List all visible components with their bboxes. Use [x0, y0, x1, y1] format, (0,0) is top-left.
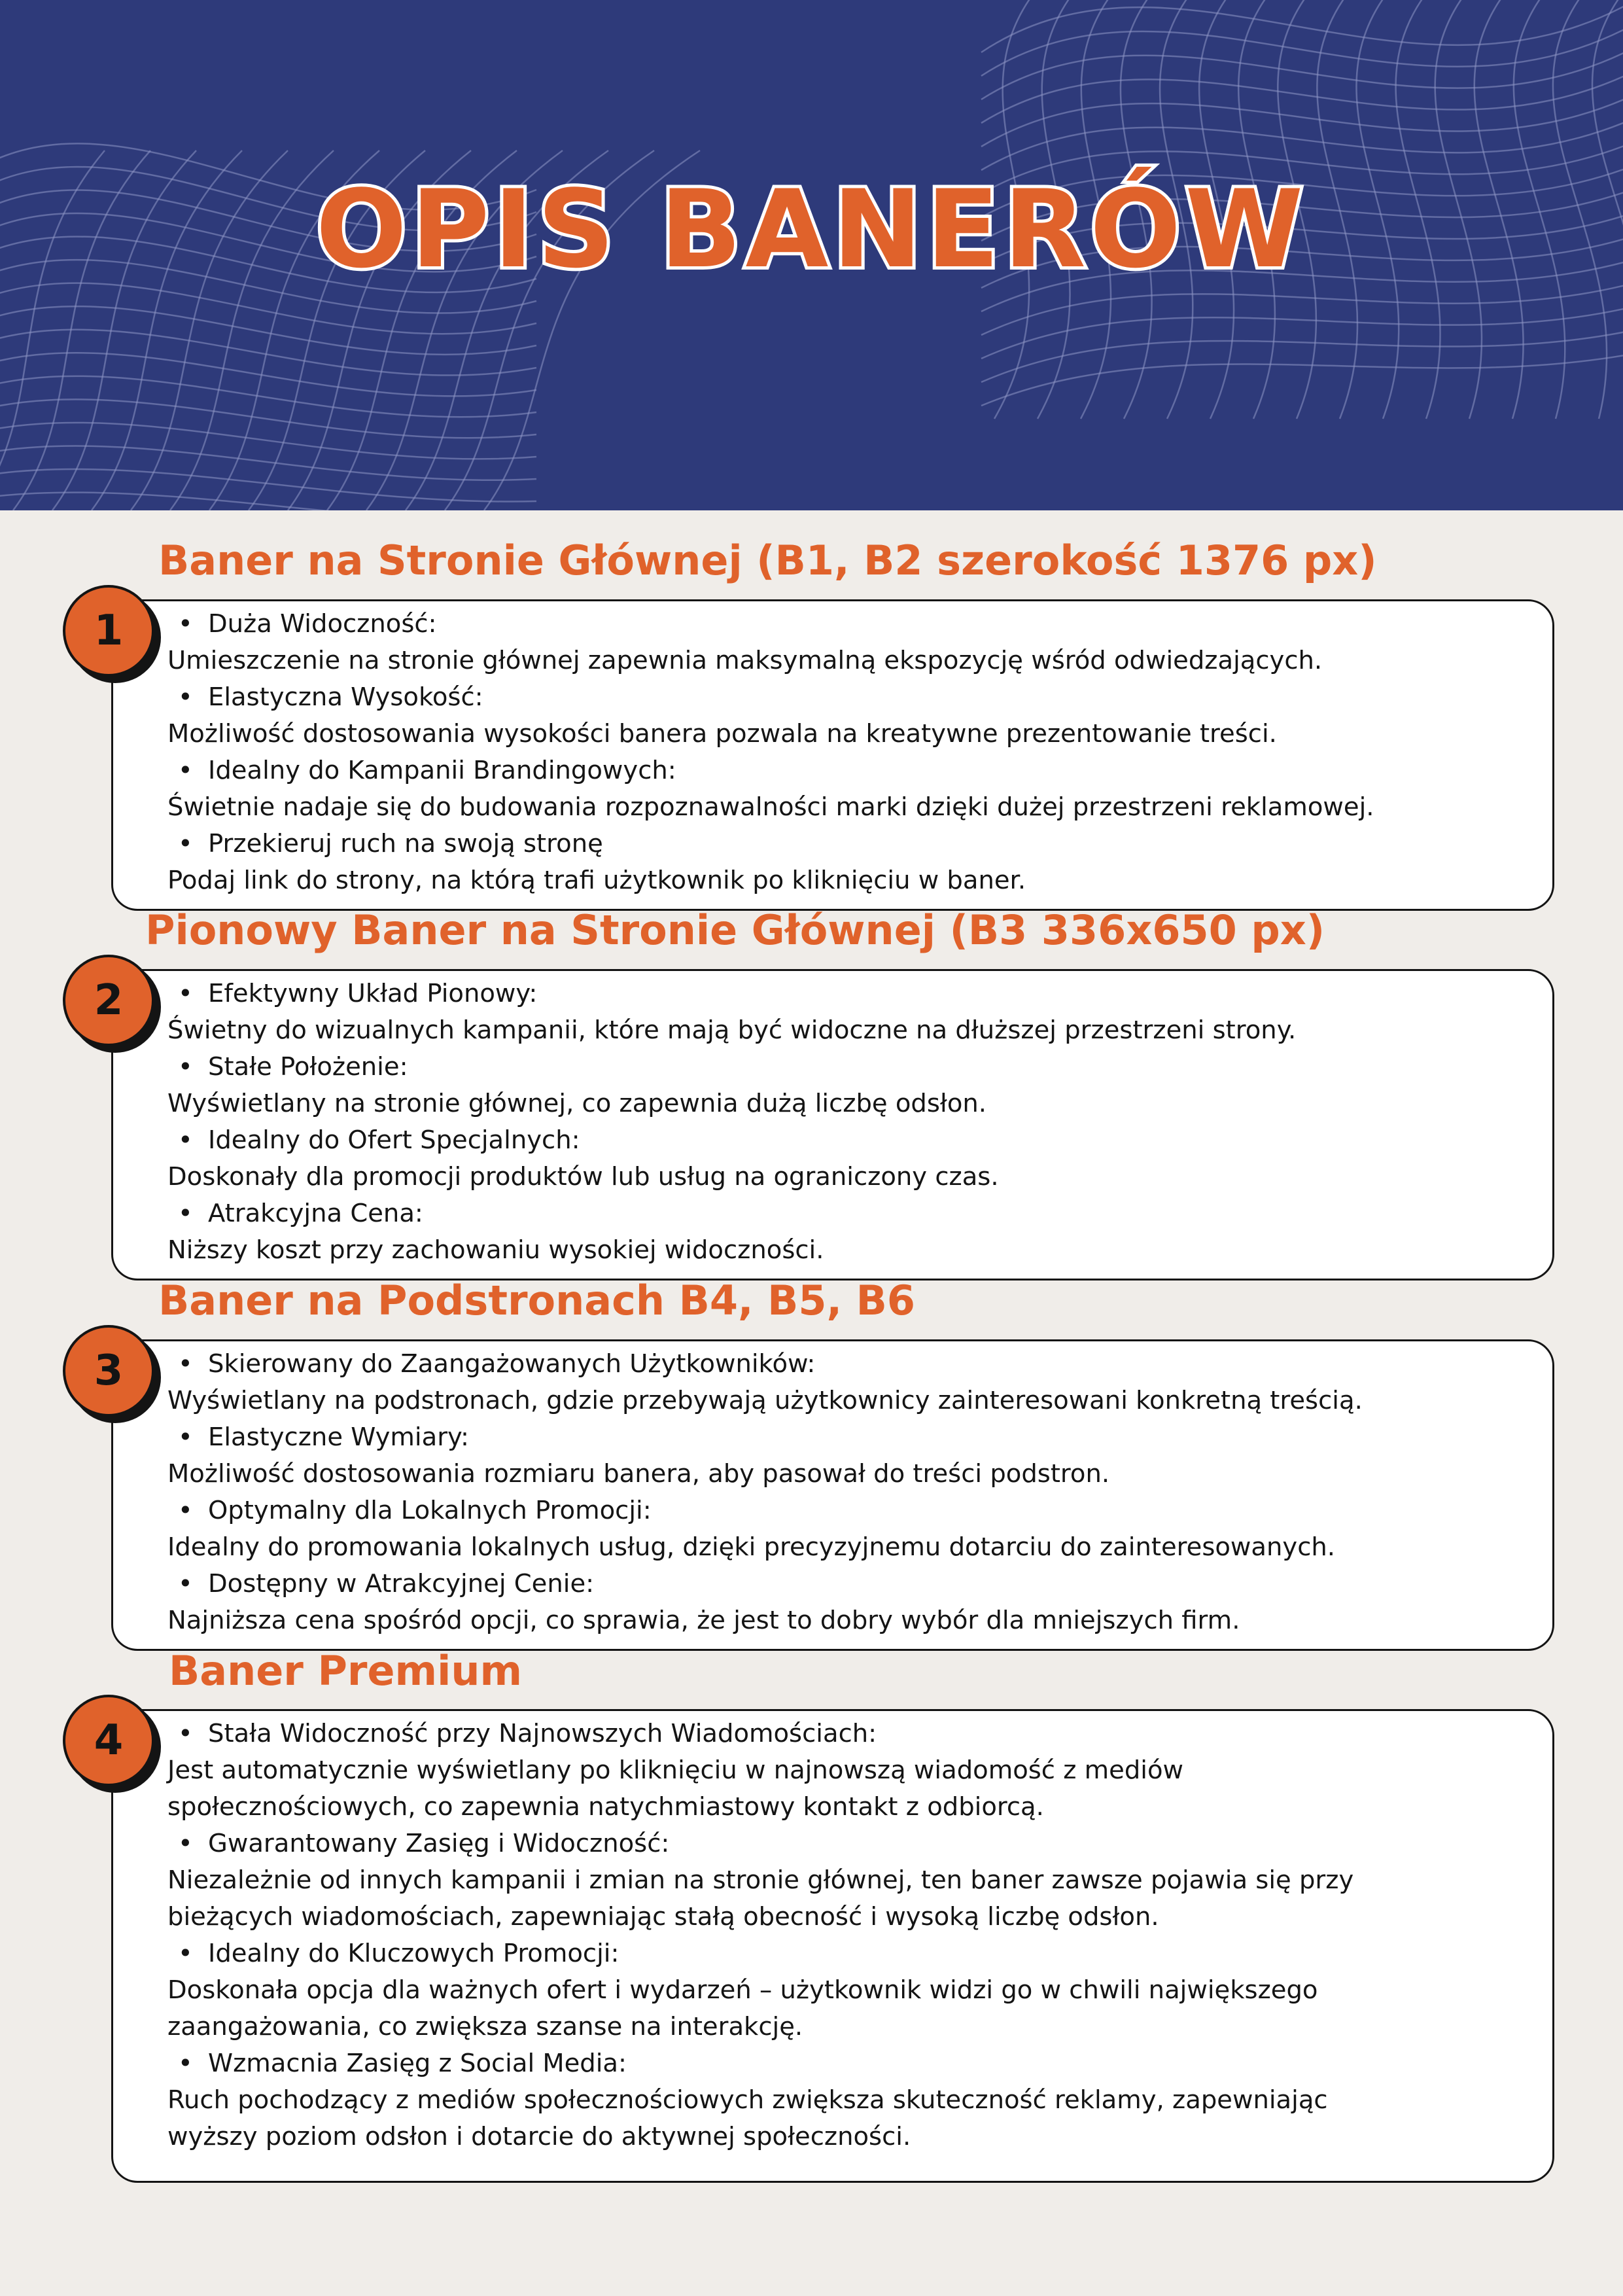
feature-list [167, 1716, 1535, 2155]
section-title: Baner na Podstronach B4, B5, B6 [158, 1277, 916, 1324]
feature-description: Możliwość dostosowania rozmiaru banera, aby pasował do treści podstron. [167, 1459, 1110, 1489]
feature-description: Możliwość dostosowania wysokości banera pozwala na kreatywne prezentowanie treści. [167, 719, 1277, 749]
feature-item [167, 1935, 1535, 2045]
feature-heading [167, 1716, 1535, 1752]
section-number-badge: 4 [63, 1695, 154, 1786]
feature-list [167, 606, 1535, 899]
feature-item [167, 606, 1535, 679]
bullet-icon: • [178, 1349, 193, 1379]
feature-heading-text: Idealny do Ofert Specjalnych: [208, 1125, 580, 1155]
feature-heading-text: Dostępny w Atrakcyjnej Cenie: [208, 1569, 595, 1598]
feature-heading [167, 1195, 1535, 1232]
feature-heading-text: Optymalny dla Lokalnych Promocji: [208, 1496, 652, 1525]
feature-heading [167, 826, 1535, 862]
feature-item [167, 2045, 1535, 2155]
section-number-badge: 3 [63, 1325, 154, 1417]
feature-heading [167, 679, 1535, 716]
section-number-badge: 1 [63, 585, 154, 677]
feature-description: Świetnie nadaje się do budowania rozpoznawalności marki dzięki dużej przestrzeni reklamowej. [167, 792, 1374, 822]
feature-item [167, 1826, 1535, 1935]
feature-item [167, 1716, 1535, 1826]
feature-description: Idealny do promowania lokalnych usług, dzięki precyzyjnemu dotarciu do zainteresowanych. [167, 1532, 1336, 1562]
feature-item [167, 826, 1535, 899]
feature-description: Wyświetlany na stronie głównej, co zapewnia dużą liczbę odsłon. [167, 1089, 987, 1118]
feature-heading-text: Elastyczne Wymiary: [208, 1422, 470, 1452]
bullet-icon: • [178, 1496, 193, 1525]
feature-description: Umieszczenie na stronie głównej zapewnia maksymalną ekspozycję wśród odwiedzających. [167, 646, 1323, 675]
feature-item [167, 1419, 1535, 1492]
bullet-icon: • [178, 2049, 193, 2078]
feature-heading [167, 1419, 1535, 1456]
feature-heading-text: Wzmacnia Zasięg z Social Media: [208, 2049, 627, 2078]
feature-description: wyższy poziom odsłon i dotarcie do aktywnej społeczności. [167, 2122, 911, 2151]
feature-heading-text: Stała Widoczność przy Najnowszych Wiadomościach: [208, 1719, 877, 1748]
feature-description: Jest automatycznie wyświetlany po kliknięciu w najnowszą wiadomość z mediów [167, 1756, 1184, 1785]
bullet-icon: • [178, 609, 193, 639]
feature-heading-text: Skierowany do Zaangażowanych Użytkowników: [208, 1349, 816, 1379]
feature-description: Doskonały dla promocji produktów lub usług na ograniczony czas. [167, 1162, 999, 1192]
section-title: Baner na Stronie Głównej (B1, B2 szerokość 1376 px) [158, 537, 1377, 584]
feature-item [167, 1049, 1535, 1122]
feature-heading [167, 1935, 1535, 1972]
feature-heading [167, 752, 1535, 789]
feature-description: zaangażowania, co zwiększa szanse na interakcję. [167, 2012, 803, 2041]
feature-description: Podaj link do strony, na którą trafi użytkownik po kliknięciu w baner. [167, 866, 1026, 895]
feature-item [167, 679, 1535, 752]
bullet-icon: • [178, 682, 193, 712]
feature-item [167, 1195, 1535, 1269]
feature-heading [167, 2045, 1535, 2082]
feature-heading-text: Atrakcyjna Cena: [208, 1199, 423, 1228]
feature-item [167, 1122, 1535, 1195]
feature-heading-text: Przekieruj ruch na swoją stronę [208, 829, 603, 858]
feature-heading-text: Stałe Położenie: [208, 1052, 408, 1082]
feature-item [167, 752, 1535, 826]
feature-description: Ruch pochodzący z mediów społecznościowych zwiększa skuteczność reklamy, zapewniając [167, 2085, 1328, 2115]
feature-heading-text: Idealny do Kampanii Brandingowych: [208, 756, 676, 785]
feature-heading [167, 1492, 1535, 1529]
feature-description: Najniższa cena spośród opcji, co sprawia, że jest to dobry wybór dla mniejszych firm. [167, 1606, 1240, 1635]
feature-description: Doskonała opcja dla ważnych ofert i wydarzeń – użytkownik widzi go w chwili największego [167, 1975, 1318, 2005]
feature-description: Niezależnie od innych kampanii i zmian na stronie głównej, ten baner zawsze pojawia się przy [167, 1865, 1354, 1895]
bullet-icon: • [178, 1052, 193, 1082]
bullet-icon: • [178, 1719, 193, 1748]
bullet-icon: • [178, 1829, 193, 1858]
feature-heading [167, 1566, 1535, 1602]
feature-heading [167, 1122, 1535, 1159]
bullet-icon: • [178, 979, 193, 1008]
feature-heading [167, 1346, 1535, 1383]
feature-heading [167, 606, 1535, 643]
header-banner [0, 0, 1623, 510]
feature-heading-text: Elastyczna Wysokość: [208, 682, 483, 712]
bullet-icon: • [178, 756, 193, 785]
feature-heading [167, 1049, 1535, 1086]
feature-item [167, 976, 1535, 1049]
section-title: Baner Premium [169, 1647, 523, 1695]
bullet-icon: • [178, 1939, 193, 1968]
feature-heading [167, 1826, 1535, 1862]
feature-heading-text: Efektywny Układ Pionowy: [208, 979, 538, 1008]
feature-item [167, 1346, 1535, 1419]
feature-description: Wyświetlany na podstronach, gdzie przebywają użytkownicy zainteresowani konkretną treścią. [167, 1386, 1363, 1415]
feature-list [167, 1346, 1535, 1639]
feature-item [167, 1492, 1535, 1566]
feature-item [167, 1566, 1535, 1639]
section-number-badge: 2 [63, 955, 154, 1046]
feature-heading-text: Idealny do Kluczowych Promocji: [208, 1939, 620, 1968]
feature-description: bieżących wiadomościach, zapewniając stałą obecność i wysoką liczbę odsłon. [167, 1902, 1159, 1932]
page-title: OPIS BANERÓW [315, 167, 1308, 292]
bullet-icon: • [178, 1422, 193, 1452]
feature-heading-text: Duża Widoczność: [208, 609, 437, 639]
bullet-icon: • [178, 1125, 193, 1155]
feature-heading-text: Gwarantowany Zasięg i Widoczność: [208, 1829, 670, 1858]
bullet-icon: • [178, 829, 193, 858]
feature-heading [167, 976, 1535, 1012]
bullet-icon: • [178, 1569, 193, 1598]
feature-list [167, 976, 1535, 1269]
feature-description: Świetny do wizualnych kampanii, które mają być widoczne na dłuższej przestrzeni strony. [167, 1016, 1297, 1045]
bullet-icon: • [178, 1199, 193, 1228]
feature-description: Niższy koszt przy zachowaniu wysokiej widoczności. [167, 1235, 824, 1265]
feature-description: społecznościowych, co zapewnia natychmiastowy kontakt z odbiorcą. [167, 1792, 1044, 1822]
section-title: Pionowy Baner na Stronie Głównej (B3 336x650 px) [145, 906, 1325, 954]
